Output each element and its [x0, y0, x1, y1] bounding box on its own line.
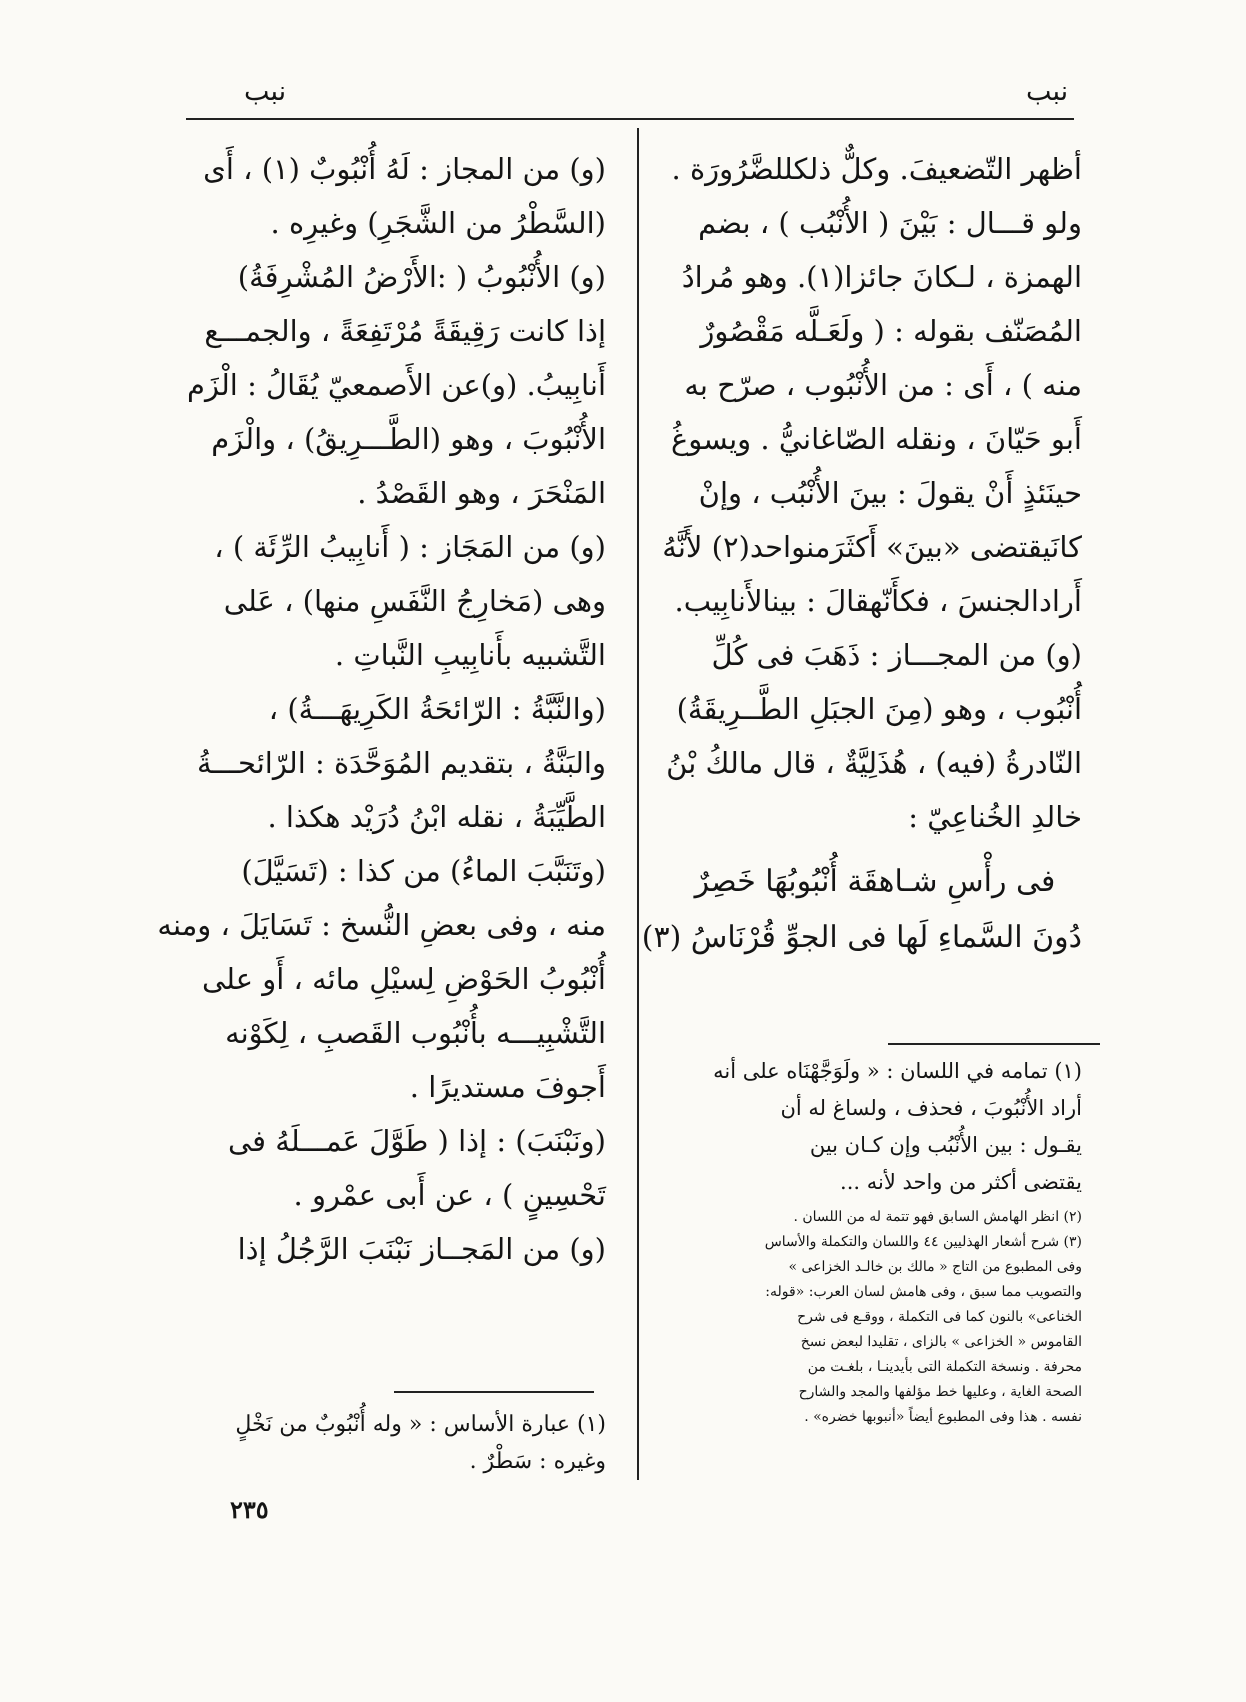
text-line: أُنْبُوب ، وهو (مِنَ الجبَلِ الطَّــرِيقَةُ)	[676, 692, 1082, 726]
text-line: المَنْحَرَ ، وهو القَصْدُ .	[357, 476, 606, 510]
footnote-line: (١) عبارة الأساس : « وله أُنْبُوبٌ من نَخْلٍ	[235, 1412, 606, 1437]
text-line: الهمزة ، لـكانَ جائزا(١). وهو مُرادُ	[681, 260, 1082, 294]
text-line: (و) من المجاز : لَهُ أُنْبُوبٌ (١) ، أَى	[203, 152, 606, 186]
text-line: التَّشْبِيـــه بأُنْبُوب القَصبِ ، لِكَوْنه	[225, 1016, 606, 1050]
footnote-line: الخناعى» بالنون كما فى التكملة ، ووقـع فى شرح	[797, 1309, 1082, 1325]
text-line: (ونَبْنَبَ) : إذا ( طَوَّلَ عَمـــلَهُ فى	[228, 1124, 606, 1158]
footnote-line: محرفة . ونسخة التكملة التى بأيدينـا ، بلغـت من	[807, 1359, 1082, 1375]
verse-line: فى رأْسِ شـاهقَة أُنْبُوبُهَا خَصِرٌ	[694, 864, 1056, 899]
text-line: (وتَنَبَّبَ الماءُ) من كذا : (تَسَيَّلَ)	[241, 854, 606, 888]
text-line: إذا كانت رَقِيقَةً مُرْتَفِعَةً ، والجمـــع	[204, 314, 606, 348]
text-line: (و) من المَجَاز : ( أَنابِيبُ الرِّئَة ) ،	[214, 530, 606, 564]
footnote-rule	[394, 1391, 594, 1393]
footnote-line: يقـول : بين الأُنْبُب وإن كـان بين	[809, 1133, 1082, 1157]
text-line: أَجوفَ مستديرًا .	[409, 1070, 606, 1104]
footnote-line: أراد الأُنْبُوبَ ، فحذف ، ولساغ له أن	[780, 1096, 1082, 1120]
text-line: المُصَنّف بقوله : ( ولَعَـلَّه مَقْصُورٌ	[700, 314, 1082, 348]
footnote-line: نفسه . هذا وفى المطبوع أيضاً «أنبوبها خضره» .	[804, 1409, 1082, 1425]
text-line: والبَنَّةُ ، بتقديم المُوَحَّدَة : الرّائحـــةُ	[196, 746, 606, 780]
text-line: كانَيقتضى «بينَ» أَكثَرَمنواحد(٢) لأَنَّهُ	[662, 530, 1082, 564]
text-line: (و) من المجـــاز : ذَهَبَ فى كُلِّ	[711, 638, 1082, 672]
text-line: وهى (مَخارِجُ النَّفَسِ منها) ، عَلى	[223, 584, 606, 618]
footnote-line: الصحة الغاية ، وعليها خط مؤلفها والمجد والشارح	[798, 1384, 1082, 1400]
text-line: أَرادالجنسَ ، فكأَنّهقالَ : بينالأَنابِيب.	[674, 584, 1082, 618]
text-line: أظهر التّضعيفَ. وكلٌّ ذلكللضَّرُورَة .	[671, 152, 1082, 186]
right-footnotes	[668, 1053, 1082, 1430]
text-line: منه ، وفى بعضِ النُّسخ : تَسَايَلَ ، ومنه	[157, 908, 606, 942]
page-number: ٢٣٥	[230, 1495, 269, 1524]
text-line: منه ) ، أَى : من الأُنْبُوب ، صرّح به	[684, 368, 1082, 402]
footnote-line: وفى المطبوع من التاج « مالك بن خالـد الخزاعى »	[788, 1259, 1082, 1275]
running-head-left: نبب	[244, 76, 287, 107]
text-line: الأُنْبُوبَ ، وهو (الطَّـــرِيقُ) ، والْزَم	[211, 422, 606, 456]
text-line: حينَئذٍ أَنْ يقولَ : بينَ الأُنْبُب ، وإنْ	[698, 476, 1082, 510]
text-line: التَّشبيه بأَنابِيبِ النَّباتِ .	[334, 638, 606, 672]
verse-line: دُونَ السَّماءِ لَها فى الجوِّ قُرْنَاسُ (٣)	[641, 920, 1082, 955]
left-footnotes	[178, 1406, 606, 1480]
running-head-right: نبب	[1026, 76, 1069, 107]
footnote-line: والتصويب مما سبق ، وفى هامش لسان العرب: «قوله:	[765, 1284, 1082, 1300]
footnote-line: القاموس « الخزاعى » بالزاى ، تقليدا لبعض نسخ	[800, 1334, 1082, 1350]
text-line: (والنَّبَّةُ : الرّائحَةُ الكَرِيهَـــةُ) ،	[268, 692, 606, 726]
footnote-line: (٣) شرح أشعار الهذليين ٤٤ واللسان والتكملة والأساس	[764, 1234, 1082, 1250]
text-line: (السَّطْرُ من الشَّجَرِ) وغيرِه .	[270, 206, 606, 240]
footnote-line: وغيره : سَطْرٌ .	[469, 1449, 606, 1474]
text-line: الطَّيِّبَةُ ، نقله ابْنُ دُرَيْد هكذا .	[267, 800, 606, 834]
footnote-line: (٢) انظر الهامش السابق فهو تتمة له من اللسان .	[793, 1209, 1082, 1225]
text-line: ولو قـــال : بَيْنَ ( الأُنْبُب ) ، بضم	[698, 206, 1082, 240]
text-line: النّادرةُ (فيه) ، هُذَلِيَّةٌ ، قال مالكُ بْنُ	[666, 746, 1082, 780]
left-column	[157, 142, 606, 1276]
footnote-rule	[888, 1043, 1100, 1045]
text-line: أَنابِيبُ. (و)عن الأَصمعيّ يُقَالُ : الْزَم	[187, 368, 606, 402]
text-line: تَحْسِينٍ ) ، عن أَبى عمْرو .	[293, 1178, 606, 1212]
text-line: (و) الأُنْبُوبُ ( :الأَرْضُ المُشْرِفَةُ)	[237, 260, 606, 294]
right-column	[641, 142, 1082, 966]
text-line: أُنْبُوبُ الحَوْضِ لِسيْلِ مائه ، أَو على	[201, 962, 606, 996]
column-divider	[637, 128, 639, 1480]
text-line: أَبو حَيّانَ ، ونقله الصّاغانيُّ . ويسوغُ	[670, 422, 1082, 456]
header-rule	[186, 118, 1074, 120]
footnote-line: يقتضى أكثر من واحد لأنه ...	[840, 1170, 1082, 1194]
text-line: خالدِ الخُناعِيّ :	[908, 800, 1082, 834]
text-line: (و) من المَجــاز نَبْنَبَ الرَّجُلُ إذا	[237, 1232, 606, 1266]
footnote-line: (١) تمامه في اللسان : « ولَوَجَّهْنَاه على أنه	[713, 1059, 1082, 1083]
